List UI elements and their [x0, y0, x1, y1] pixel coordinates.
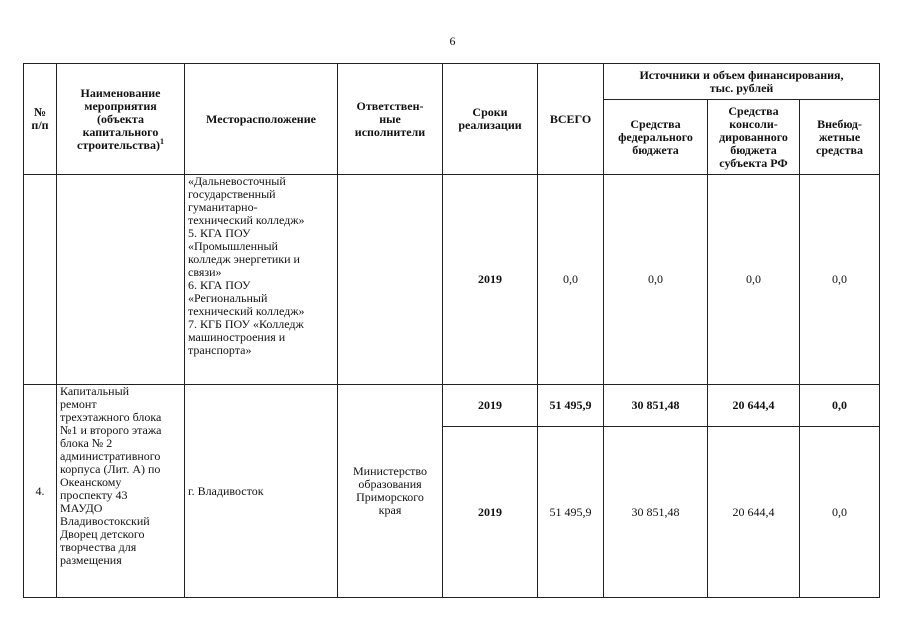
header-federal: Средства федерального бюджета — [604, 100, 708, 175]
row4-sub1-extra: 0,0 — [800, 385, 880, 427]
row4-sub2-federal: 30 851,48 — [604, 427, 708, 598]
page-number: 6 — [449, 34, 456, 48]
header-consolidated: Средства консоли- дированного бюджета субъекта РФ — [708, 100, 800, 175]
financing-table — [23, 63, 880, 598]
row4-sub1-year: 2019 — [443, 385, 538, 427]
header-terms: Сроки реализации — [443, 64, 538, 175]
cont-num-cell — [24, 175, 57, 385]
row4-name: Капитальный ремонт трехэтажного блока №1 и второго этажа блока № 2 административного корпуса (Лит. А) по Океанскому проспекту 43 МАУДО Владивостокский Дворец детского творчества для размещения — [57, 385, 185, 598]
header-row-1 — [24, 64, 880, 100]
cont-name-cell — [57, 175, 185, 385]
header-sources: Источники и объем финансирования, тыс. рублей — [604, 64, 880, 100]
header-location: Месторасположение — [185, 64, 338, 175]
row4-executors: Министерство образования Приморского края — [338, 385, 443, 598]
header-executors: Ответствен- ные исполнители — [338, 64, 443, 175]
row4-num: 4. — [24, 385, 57, 598]
cont-executors-cell — [338, 175, 443, 385]
cont-federal: 0,0 — [604, 175, 708, 385]
table-row-4-sub1 — [24, 385, 880, 427]
cont-year: 2019 — [443, 175, 538, 385]
row4-sub1-total: 51 495,9 — [538, 385, 604, 427]
table-row-continuation — [24, 175, 880, 385]
row4-sub1-federal: 30 851,48 — [604, 385, 708, 427]
row4-sub2-year: 2019 — [443, 427, 538, 598]
header-name-text: Наименование мероприятия (объекта капитального строительства) — [77, 85, 161, 152]
header-extra: Внебюд- жетные средства — [800, 100, 880, 175]
cont-consolidated: 0,0 — [708, 175, 800, 385]
cont-extra: 0,0 — [800, 175, 880, 385]
row4-location: г. Владивосток — [185, 385, 338, 598]
header-name — [57, 64, 185, 175]
row4-sub2-extra: 0,0 — [800, 427, 880, 598]
header-num: № п/п — [24, 64, 57, 175]
row4-sub2-consolidated: 20 644,4 — [708, 427, 800, 598]
cont-total: 0,0 — [538, 175, 604, 385]
cont-location: «Дальневосточный государственный гуманитарно- технический колледж» 5. КГА ПОУ «Промышленный колледж энергетики и связи» 6. КГА ПОУ «Региональный технический колледж» 7. КГБ ПОУ «Колледж машиностроения и транспорта» — [185, 175, 338, 385]
header-total: ВСЕГО — [538, 64, 604, 175]
row4-sub2-total: 51 495,9 — [538, 427, 604, 598]
row4-sub1-consolidated: 20 644,4 — [708, 385, 800, 427]
header-name-footnote: 1 — [159, 136, 164, 146]
